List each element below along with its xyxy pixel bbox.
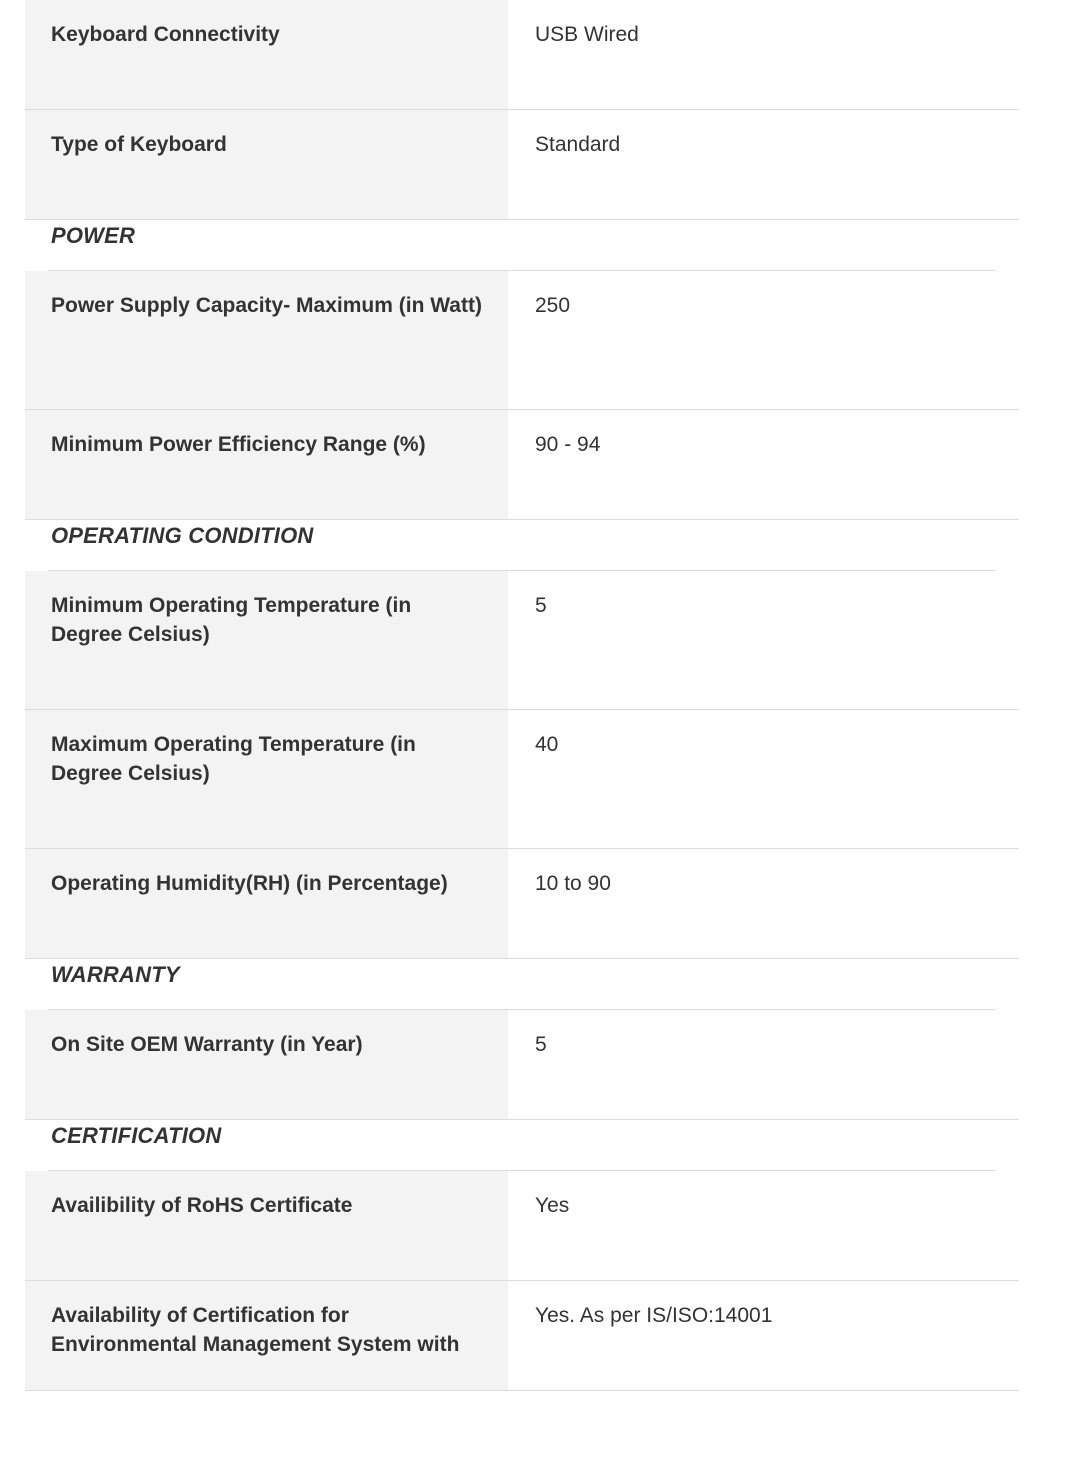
spec-value: USB Wired <box>535 23 639 46</box>
spec-row-min-operating-temperature <box>25 571 1019 710</box>
spec-row-power-supply-capacity <box>25 271 1019 410</box>
spec-value: 250 <box>535 294 571 317</box>
spec-label: Operating Humidity(RH) (in Percentage) <box>25 849 508 958</box>
spec-label: Minimum Power Efficiency Range (%) <box>25 410 508 519</box>
spec-label: Availability of Certification for Environmental Management System with <box>25 1281 508 1390</box>
spec-label: Maximum Operating Temperature (in Degree Celsius) <box>25 710 508 848</box>
spec-row-environmental-certification <box>25 1281 1019 1391</box>
spec-row-keyboard-connectivity <box>25 0 1019 110</box>
spec-value: Yes. As per IS/ISO:14001 <box>535 1304 773 1327</box>
section-divider <box>48 570 996 571</box>
spec-label: Type of Keyboard <box>25 110 508 219</box>
spec-value: 10 to 90 <box>535 872 611 895</box>
section-divider <box>48 270 996 271</box>
spec-row-operating-humidity <box>25 849 1019 959</box>
spec-value: Standard <box>535 133 621 156</box>
spec-row-rohs-certificate <box>25 1171 1019 1281</box>
spec-label: Power Supply Capacity- Maximum (in Watt) <box>25 271 508 409</box>
spec-label: Availibility of RoHS Certificate <box>25 1171 508 1280</box>
spec-row-oem-warranty <box>25 1010 1019 1120</box>
specification-table <box>25 0 1019 1391</box>
spec-label: Minimum Operating Temperature (in Degree Celsius) <box>25 571 508 709</box>
section-header-warranty <box>25 959 1019 1010</box>
spec-value: 5 <box>535 1033 547 1056</box>
spec-row-type-of-keyboard <box>25 110 1019 220</box>
section-header-power <box>25 220 1019 271</box>
section-header-certification <box>25 1120 1019 1171</box>
section-title: OPERATING CONDITION <box>51 523 314 548</box>
section-divider <box>48 1009 996 1010</box>
section-title: CERTIFICATION <box>51 1123 222 1148</box>
spec-label: On Site OEM Warranty (in Year) <box>25 1010 508 1119</box>
spec-label: Keyboard Connectivity <box>25 0 508 109</box>
section-title: WARRANTY <box>51 962 180 987</box>
spec-value: 40 <box>535 733 559 756</box>
spec-row-max-operating-temperature <box>25 710 1019 849</box>
section-header-operating-condition <box>25 520 1019 571</box>
section-title: POWER <box>51 223 136 248</box>
section-divider <box>48 1170 996 1171</box>
spec-row-power-efficiency <box>25 410 1019 520</box>
spec-value: Yes <box>535 1194 570 1217</box>
spec-value: 5 <box>535 594 547 617</box>
spec-value: 90 - 94 <box>535 433 601 456</box>
